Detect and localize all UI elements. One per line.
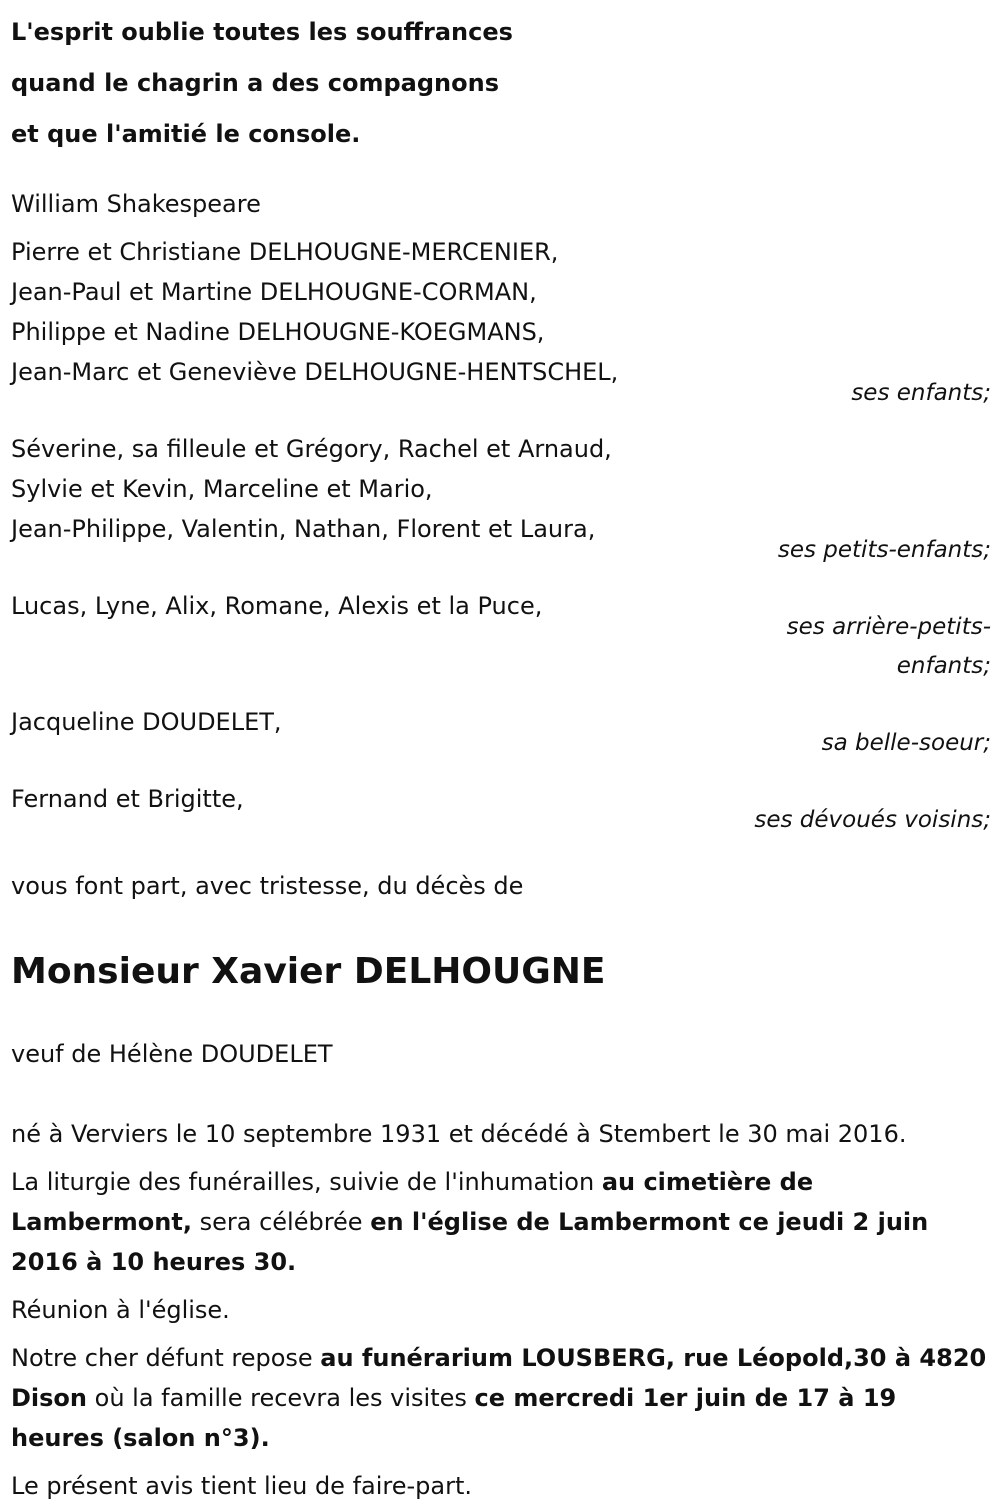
quote-line-3: et que l'amitié le console. bbox=[11, 120, 361, 148]
announcement-text: vous font part, avec tristesse, du décès de bbox=[11, 872, 524, 900]
family-role-line: ses arrière-petits- bbox=[786, 614, 991, 640]
ceremony-text: La liturgie des funérailles, suivie de l'inhumation bbox=[11, 1168, 602, 1196]
family-name-line: Philippe et Nadine DELHOUGNE-KOEGMANS, bbox=[11, 318, 545, 346]
quote-line-1: L'esprit oublie toutes les souffrances bbox=[11, 18, 513, 46]
ceremony-paragraph bbox=[11, 1162, 991, 1282]
visits-text: où la famille recevra les visites bbox=[87, 1384, 475, 1412]
quote bbox=[11, 7, 991, 160]
visits-text: Notre cher défunt repose bbox=[11, 1344, 321, 1372]
family-name-line: Sylvie et Kevin, Marceline et Mario, bbox=[11, 475, 433, 503]
visits-date: ce mercredi 1er juin de 17 à 19 heures (salon n°3). bbox=[11, 1384, 897, 1452]
closing-text: Le présent avis tient lieu de faire-part. bbox=[11, 1472, 473, 1500]
family-name-line: Jean-Philippe, Valentin, Nathan, Florent et Laura, bbox=[11, 515, 596, 543]
family-name-line: Séverine, sa filleule et Grégory, Rachel et Arnaud, bbox=[11, 435, 612, 463]
family-name-line: Lucas, Lyne, Alix, Romane, Alexis et la Puce, bbox=[11, 592, 543, 620]
family-name-line: Fernand et Brigitte, bbox=[11, 785, 244, 813]
family-role-children: ses enfants; bbox=[851, 380, 991, 406]
family-name-line: Jean-Paul et Martine DELHOUGNE-CORMAN, bbox=[11, 278, 537, 306]
visits-funeral-home: au funérarium LOUSBERG, rue Léopold,30 à 4820 Dison bbox=[11, 1344, 987, 1412]
deceased-name: Monsieur Xavier DELHOUGNE bbox=[11, 951, 606, 992]
family-name-line: Jean-Marc et Geneviève DELHOUGNE-HENTSCHEL, bbox=[11, 358, 619, 386]
obituary-notice bbox=[11, 0, 991, 1506]
family-name-line: Jacqueline DOUDELET, bbox=[11, 708, 282, 736]
quote-author: William Shakespeare bbox=[11, 190, 261, 218]
quote-line-2: quand le chagrin a des compagnons bbox=[11, 69, 500, 97]
reunion-text: Réunion à l'église. bbox=[11, 1296, 230, 1324]
visits-paragraph bbox=[11, 1338, 991, 1458]
family-name-line: Pierre et Christiane DELHOUGNE-MERCENIER, bbox=[11, 238, 559, 266]
ceremony-church-date: en l'église de Lambermont ce jeudi 2 juin 2016 à 10 heures 30. bbox=[11, 1208, 929, 1276]
family-group-children bbox=[11, 232, 991, 392]
ceremony-cemetery: au cimetière de Lambermont, bbox=[11, 1168, 814, 1236]
birth-death-text: né à Verviers le 10 septembre 1931 et décédé à Stembert le 30 mai 2016. bbox=[11, 1120, 907, 1148]
family-role-grandchildren: ses petits-enfants; bbox=[777, 537, 991, 563]
widow-of-text: veuf de Hélène DOUDELET bbox=[11, 1040, 333, 1068]
family-role-sister-in-law: sa belle-soeur; bbox=[821, 730, 991, 756]
family-role-neighbours: ses dévoués voisins; bbox=[754, 807, 991, 833]
family-role-line: enfants; bbox=[896, 653, 991, 679]
ceremony-text: sera célébrée bbox=[191, 1208, 371, 1236]
